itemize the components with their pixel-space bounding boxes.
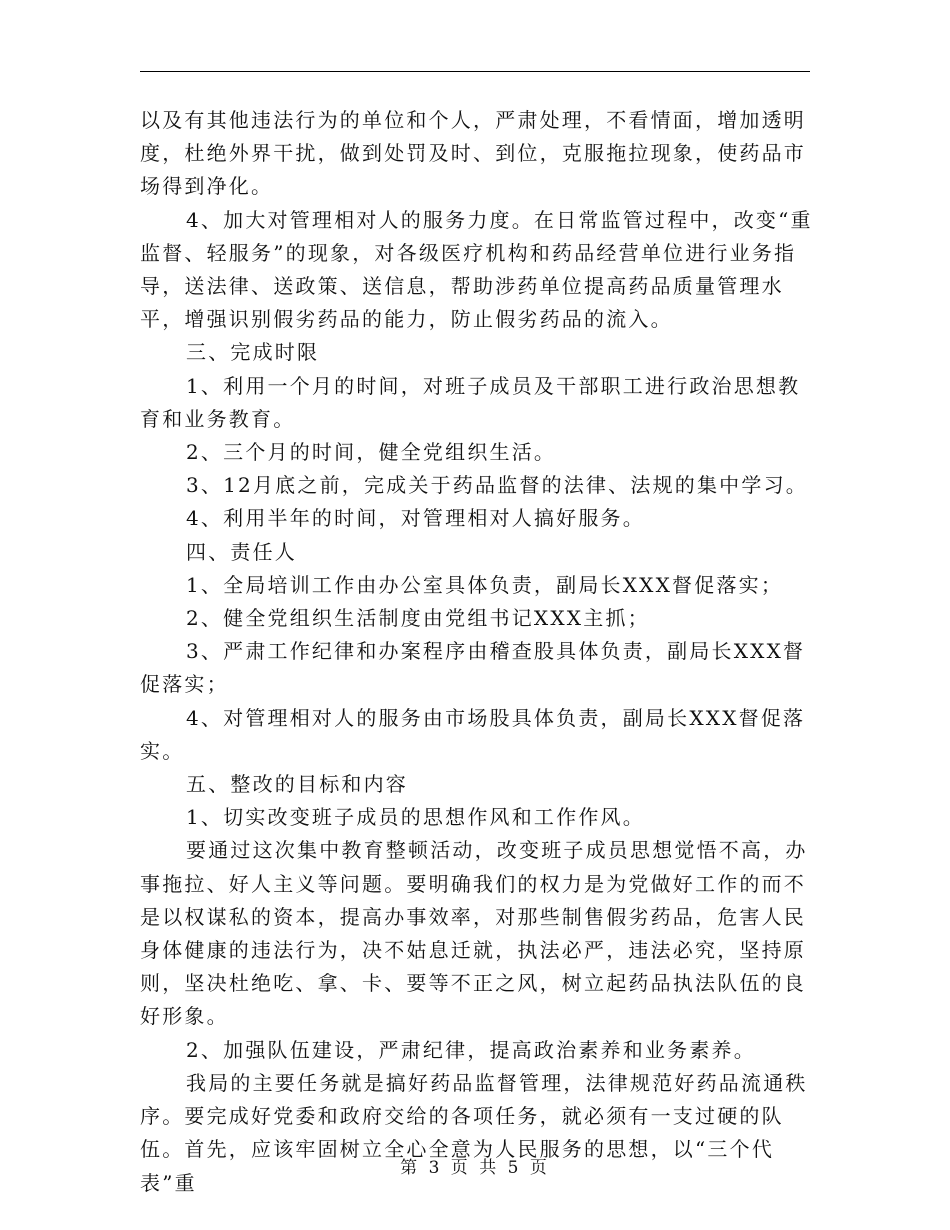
goal-item-1-body: 要通过这次集中教育整顿活动，改变班子成员思想觉悟不高，办事拖拉、好人主义等问题。要明确我们的权力是为党做好工作的而不是以权谋私的资本，提高办事效率，对那些制售假劣药品，危害人民身体健康的违法行为，决不姑息迁就，执法必严，违法必究，坚持原则，坚决杜绝吃、拿、卡、要等不正之风，树立起药品执法队伍的良好形象。 <box>140 838 808 1029</box>
document-body <box>140 104 818 1200</box>
paragraph-continuation: 以及有其他违法行为的单位和个人，严肃处理，不看情面，增加透明度，杜绝外界干扰，做到处罚及时、到位，克服拖拉现象，使药品市场得到净化。 <box>140 108 806 199</box>
responsible-item-3: 3、严肃工作纪律和办案程序由稽查股具体负责，副局长XXX督促落实； <box>140 639 806 697</box>
deadline-item-4: 4、利用半年的时间，对管理相对人搞好服务。 <box>186 506 645 531</box>
paragraph-service-item: 4、加大对管理相对人的服务力度。在日常监管过程中，改变“重监督、轻服务”的现象，对各级医疗机构和药品经营单位进行业务指导，送法律、送政策、送信息，帮助涉药单位提高药品质量管理水平，增强识别假劣药品的能力，防止假劣药品的流入。 <box>140 207 813 332</box>
page-number-label: 第 3 页 共 5 页 <box>400 1158 550 1178</box>
header-rule <box>140 71 810 72</box>
goal-item-2: 2、加强队伍建设，严肃纪律，提高政治素养和业务素养。 <box>186 1037 756 1062</box>
section-heading-goals: 五、整改的目标和内容 <box>186 772 408 797</box>
deadline-item-1: 1、利用一个月的时间，对班子成员及干部职工进行政治思想教育和业务教育。 <box>140 373 801 431</box>
goal-item-2-body: 我局的主要任务就是搞好药品监督管理，法律规范好药品流通秩序。要完成好党委和政府交给的各项任务，就必须有一支过硬的队伍。首先，应该牢固树立全心全意为人民服务的思想，以“三个代表”重 <box>140 1070 808 1195</box>
page-footer <box>0 1153 950 1178</box>
goal-item-1: 1、切实改变班子成员的思想作风和工作作风。 <box>186 805 645 830</box>
deadline-item-2: 2、三个月的时间，健全党组织生活。 <box>186 440 557 465</box>
responsible-item-2: 2、健全党组织生活制度由党组书记XXX主抓； <box>186 606 650 631</box>
responsible-item-4: 4、对管理相对人的服务由市场股具体负责，副局长XXX督促落实。 <box>140 705 806 763</box>
responsible-item-1: 1、全局培训工作由办公室具体负责，副局长XXX督促落实； <box>186 572 784 597</box>
section-heading-deadline: 三、完成时限 <box>186 340 320 365</box>
section-heading-responsible: 四、责任人 <box>186 539 297 564</box>
deadline-item-3: 3、12月底之前，完成关于药品监督的法律、法规的集中学习。 <box>186 473 808 498</box>
